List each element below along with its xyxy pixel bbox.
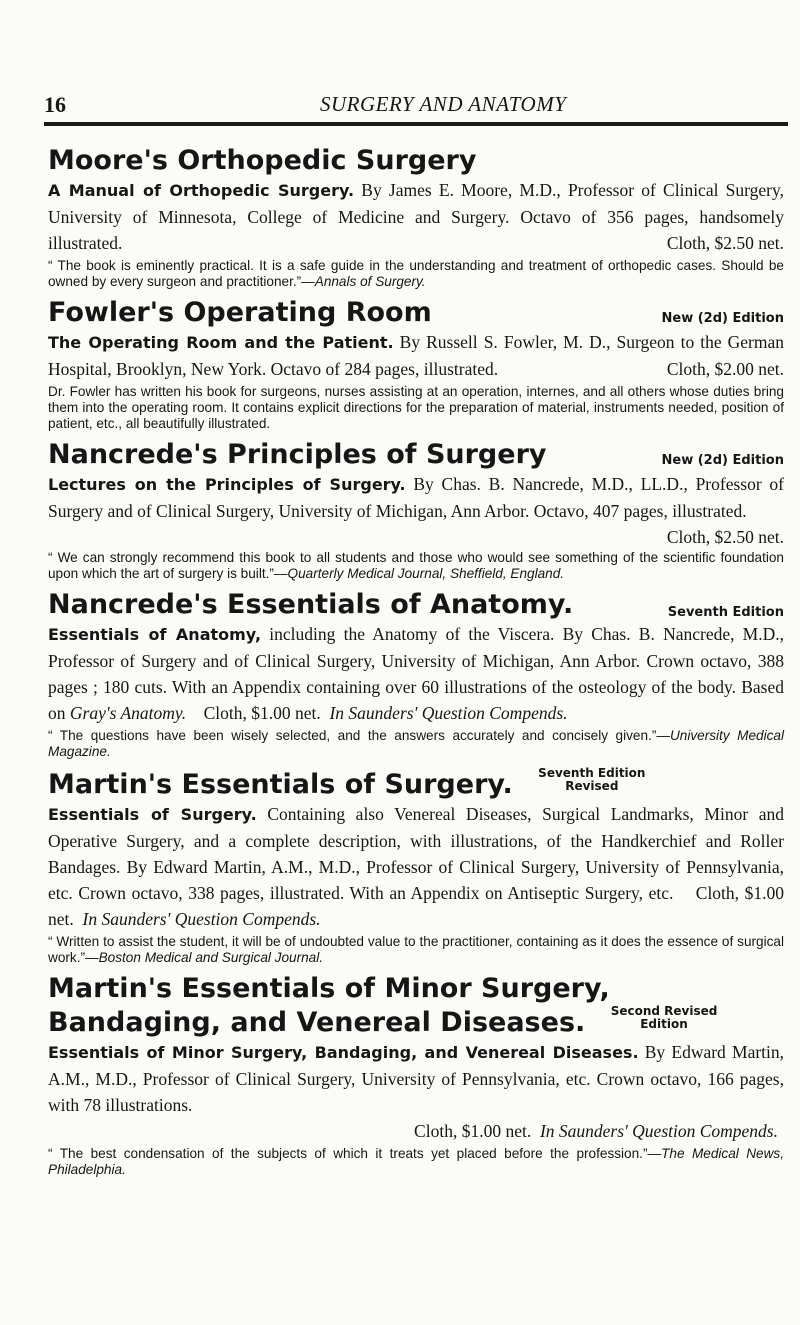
edition-label: Seventh Edition bbox=[667, 605, 784, 620]
book-entry-moore bbox=[48, 145, 784, 290]
book-price: Cloth, $1.00 net. bbox=[203, 703, 321, 723]
edition-label: New (2d) Edition bbox=[661, 453, 784, 468]
book-title: Nancrede's Principles of Surgery bbox=[48, 439, 547, 470]
book-details: By Chas. B. Nancrede, M.D., LL.D., Professor of Surgery and of Clinical Surgery, University of Michigan, Ann Arbor. Octavo, 407 pages, illustrated. bbox=[48, 474, 785, 521]
book-series: In Saunders' Question Compends. bbox=[329, 703, 568, 723]
book-details: By Edward Martin, A.M., M.D., Professor of Clinical Surgery, University of Pennsylvania, etc. Crown octavo, 166 pages, with 78 illustrations. bbox=[48, 1042, 785, 1115]
quote-text: “ The book is eminently practical. It is a safe guide in the understanding and treatment of orthopedic cases. Should be owned by every surgeon and practitioner.”— bbox=[48, 258, 784, 289]
book-details: Containing also Venereal Diseases, Surgical Landmarks, Minor and Operative Surgery, and a complete description, with illustrations, of the Handkerchief and Roller Bandages. By Edward Martin, A.M., M.D., Professor of Clinical Surgery, University of Pennsylvania, etc. Crown octavo, 338 pages, illustrated. With an Appendix on Antiseptic Surgery, etc. bbox=[48, 804, 784, 903]
book-title: Martin's Essentials of Minor Surgery, Bandaging, and Venereal Diseases. bbox=[48, 973, 610, 1038]
book-description bbox=[48, 329, 784, 382]
book-heading bbox=[48, 589, 784, 621]
edition-line: Seventh Edition bbox=[538, 766, 646, 780]
book-title: Fowler's Operating Room bbox=[48, 297, 432, 328]
quote-text: “ Written to assist the student, it will be of undoubted value to the practitioner, containing as it does the essence of surgical work.”— bbox=[48, 934, 784, 965]
quote-source: The Medical News, Philadelphia. bbox=[48, 1146, 784, 1177]
edition-label bbox=[611, 1005, 718, 1031]
edition-line: Second Revised bbox=[610, 1004, 718, 1018]
book-description bbox=[48, 621, 784, 726]
book-entry-fowler bbox=[48, 297, 784, 432]
book-entry-nancrede-principles bbox=[48, 439, 784, 582]
book-price: Cloth, $2.50 net. bbox=[666, 233, 784, 253]
book-description bbox=[48, 1039, 784, 1118]
book-series: In Saunders' Question Compends. bbox=[539, 1121, 778, 1141]
review-quote bbox=[48, 1146, 784, 1178]
book-series: In Saunders' Question Compends. bbox=[82, 909, 321, 929]
book-description bbox=[48, 177, 784, 256]
book-price: Cloth, $2.50 net. bbox=[666, 527, 784, 547]
book-heading bbox=[48, 439, 784, 471]
book-details: including the Anatomy of the Viscera. By Chas. B. Nancrede, M.D., Professor of Surgery and of Clinical Surgery, University of Michigan, Ann Arbor. Crown octavo, 388 pages ; 180 cuts. With an Appendix containing over 60 illustrations of the osteology of the body. Based on bbox=[48, 624, 785, 723]
review-quote bbox=[48, 384, 784, 432]
book-subtitle: Essentials of Surgery. bbox=[48, 805, 257, 824]
running-title: SURGERY AND ANATOMY bbox=[320, 92, 567, 116]
review-quote bbox=[48, 550, 784, 582]
book-details: By James E. Moore, M.D., Professor of Clinical Surgery, University of Minnesota, College of Medicine and Surgery. Octavo of 356 pages, handsomely illustrated. bbox=[48, 180, 784, 253]
quote-source: Annals of Surgery. bbox=[314, 274, 426, 289]
based-on: Gray's Anatomy. bbox=[69, 703, 187, 723]
book-description bbox=[48, 471, 785, 547]
book-title: Moore's Orthopedic Surgery bbox=[48, 145, 477, 176]
book-description bbox=[48, 801, 784, 932]
quote-text: “ The questions have been wisely selected, and the answers accurately and concisely given.”— bbox=[48, 728, 670, 743]
book-price: Cloth, $1.00 net. bbox=[414, 1121, 532, 1141]
price-line bbox=[48, 1118, 784, 1144]
book-subtitle: A Manual of Orthopedic Surgery. bbox=[48, 181, 355, 200]
review-quote bbox=[48, 934, 784, 966]
quote-source: Boston Medical and Surgical Journal. bbox=[98, 950, 324, 965]
book-heading bbox=[48, 973, 784, 1039]
book-subtitle: The Operating Room and the Patient. bbox=[48, 333, 394, 352]
review-quote bbox=[48, 258, 784, 290]
book-details: By Russell S. Fowler, M. D., Surgeon to the German Hospital, Brooklyn, New York. Octavo of 284 pages, illustrated. bbox=[48, 332, 785, 379]
review-quote bbox=[48, 728, 784, 760]
catalog-entries bbox=[48, 145, 784, 1185]
edition-label: New (2d) Edition bbox=[661, 311, 784, 326]
book-heading bbox=[48, 297, 784, 329]
book-heading bbox=[48, 767, 784, 801]
header-rule bbox=[44, 122, 788, 126]
book-title: Nancrede's Essentials of Anatomy. bbox=[48, 589, 574, 620]
book-title: Martin's Essentials of Surgery. bbox=[48, 769, 513, 800]
book-subtitle: Essentials of Anatomy, bbox=[48, 625, 262, 644]
book-entry-martin-minor-surgery bbox=[48, 973, 784, 1178]
page-header bbox=[30, 92, 792, 134]
quote-text: “ The best condensation of the subjects of which it treats yet placed before the profession.”— bbox=[48, 1146, 662, 1161]
book-price: Cloth, $1.00 net. bbox=[48, 883, 784, 929]
book-entry-martin-surgery bbox=[48, 767, 784, 966]
quote-text: “ We can strongly recommend this book to all students and those who would see something of the scientific foundation upon which the art of surgery is built.”— bbox=[48, 550, 784, 581]
edition-line: Edition bbox=[640, 1017, 688, 1031]
quote-source: University Medical Magazine. bbox=[48, 728, 784, 759]
book-price: Cloth, $2.00 net. bbox=[666, 359, 784, 379]
page-number: 16 bbox=[44, 92, 66, 117]
edition-label bbox=[538, 767, 645, 793]
quote-source: Quarterly Medical Journal, Sheffield, England. bbox=[287, 566, 565, 581]
quote-text: Dr. Fowler has written his book for surgeons, nurses assisting at an operation, internes, and all others whose duties bring them into the operating room. It contains explicit directions for the preparation of material, instruments needed, position of patient, etc., all beautifully illustrated. bbox=[48, 384, 784, 431]
book-entry-nancrede-anatomy bbox=[48, 589, 784, 760]
book-subtitle: Lectures on the Principles of Surgery. bbox=[48, 475, 406, 494]
edition-line: Revised bbox=[565, 779, 619, 793]
book-subtitle: Essentials of Minor Surgery, Bandaging, and Venereal Diseases. bbox=[48, 1043, 639, 1062]
